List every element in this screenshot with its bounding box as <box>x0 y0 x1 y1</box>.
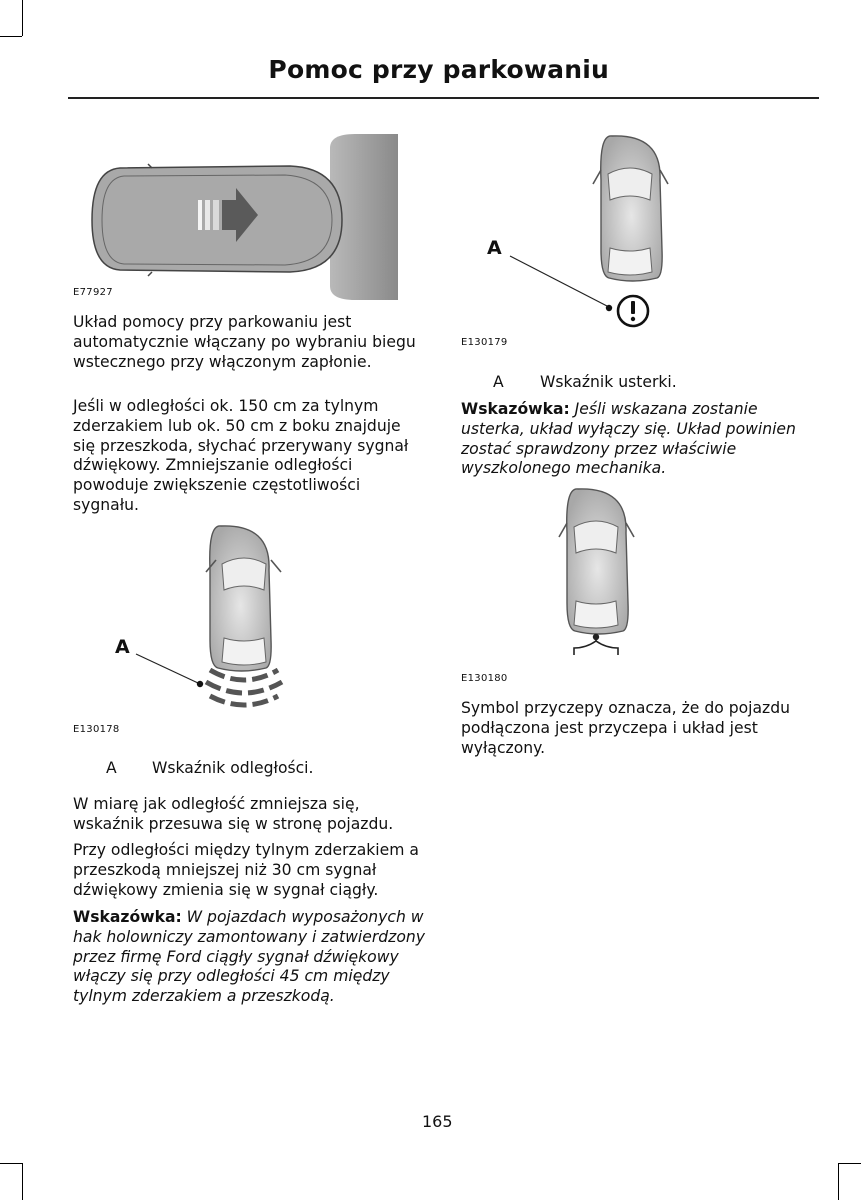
trailer-icon <box>574 635 618 655</box>
crop-mark <box>838 1163 839 1200</box>
figure-code: E130178 <box>73 724 120 735</box>
note-label: Wskazówka: <box>73 908 182 926</box>
left-paragraph-2: Jeśli w odległości ok. 150 cm za tylnym zderzakiem lub ok. 50 cm z boku znajduje się przeszkoda, słychać przerywany sygnał dźwiękowy. Zmniejszanie odległości powoduje zwiększenie częstotliwości sygnału. <box>73 397 409 514</box>
warning-icon <box>618 296 648 326</box>
crop-mark <box>0 1163 22 1164</box>
crop-mark <box>22 1163 23 1200</box>
car-top-view <box>206 526 281 671</box>
left-paragraph-4: Przy odległości między tylnym zderzakiem a przeszkodą mniejszej niż 30 cm sygnał dźwiękowy zmienia się w sygnał ciągły. <box>73 841 419 899</box>
figure-code: E77927 <box>73 287 113 298</box>
figure-code: E130180 <box>461 673 508 684</box>
figure-reverse-obstacle <box>80 128 398 300</box>
note-text: W pojazdach wyposażonych w hak holowniczy zamontowany i zatwierdzony przez firmę Ford ciągły sygnał dźwiękowy włączy się przy odległości 45 cm między tylnym zderzakiem a przeszkodą. <box>73 908 425 1006</box>
right-paragraph-1: Symbol przyczepy oznacza, że do pojazdu podłączona jest przyczepa i układ jest wyłączony. <box>461 699 791 757</box>
note-label: Wskazówka: <box>461 400 570 418</box>
page-title: Pomoc przy parkowaniu <box>268 55 609 84</box>
callout-label-a: A <box>115 636 130 658</box>
page-number: 165 <box>422 1112 453 1131</box>
header-rule <box>68 97 819 99</box>
note-text: Jeśli wskazana zostanie usterka, układ wyłączy się. Układ powinien zostać sprawdzony przez właściwie wyszkolonego mechanika. <box>461 400 796 478</box>
callout-label-a: A <box>487 237 502 259</box>
legend-letter: A <box>493 373 504 391</box>
crop-mark <box>838 1163 861 1164</box>
left-paragraph-3: W miarę jak odległość zmniejsza się, wskaźnik przesuwa się w stronę pojazdu. <box>73 795 394 833</box>
left-paragraph-1: Układ pomocy przy parkowaniu jest automatycznie włączany po wybraniu biegu wstecznego przy włączonym zapłonie. <box>73 313 416 371</box>
car-top-view <box>559 489 634 634</box>
figure-code: E130179 <box>461 337 508 348</box>
left-note <box>73 908 429 1007</box>
right-note <box>461 400 817 479</box>
crop-mark <box>0 36 22 37</box>
figure-distance-indicator <box>110 520 300 725</box>
figure-fault-indicator <box>480 130 670 335</box>
legend-letter: A <box>106 759 117 777</box>
crop-mark <box>22 0 23 36</box>
legend-text: Wskaźnik odległości. <box>152 759 314 777</box>
figure-trailer-symbol <box>550 485 640 670</box>
legend-text: Wskaźnik usterki. <box>540 373 677 391</box>
car-top-view <box>593 136 668 281</box>
